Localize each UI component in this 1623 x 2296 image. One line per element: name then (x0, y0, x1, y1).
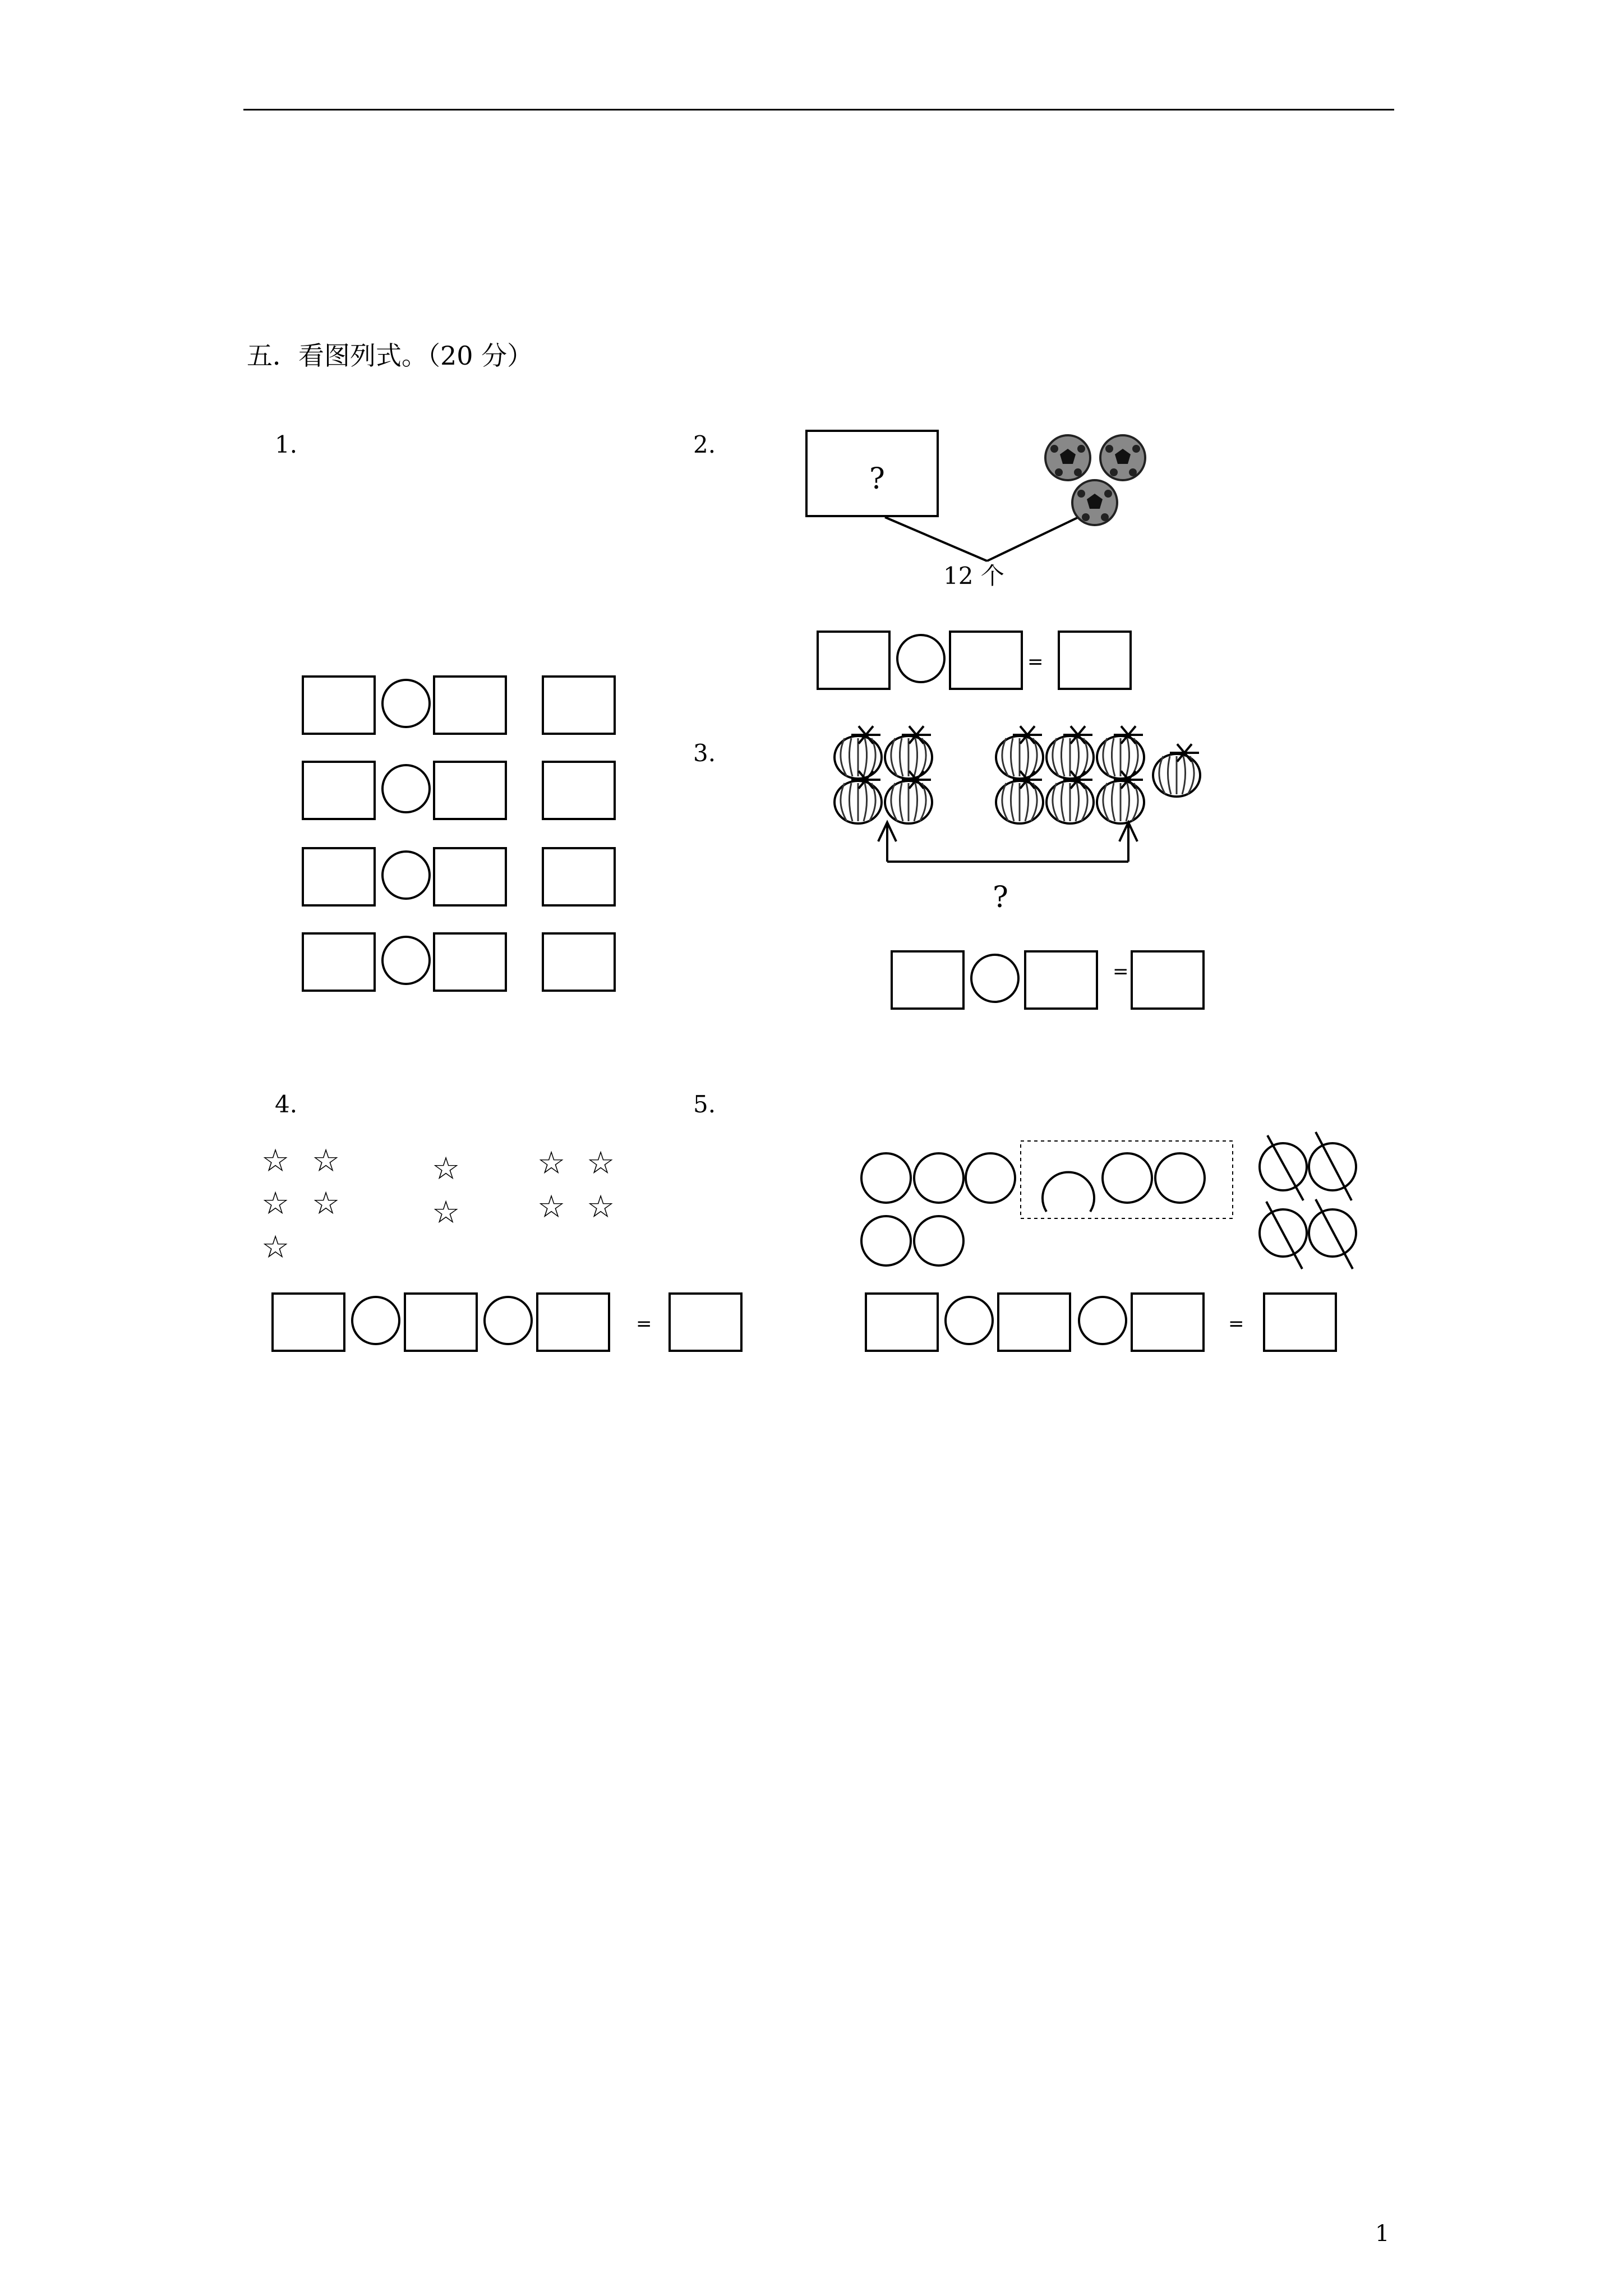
equals-sign: = (636, 1313, 652, 1335)
star-icon: ☆ (432, 1194, 460, 1231)
operator-circle[interactable] (944, 1296, 994, 1345)
circle-icon (914, 1153, 963, 1203)
section-title: 五．看图列式。（20 分） (247, 341, 533, 371)
equals-sign: = (1027, 651, 1044, 673)
problem-1-number: 1. (275, 431, 298, 458)
problem-4-number: 4. (275, 1091, 298, 1118)
circle-icon (914, 1216, 963, 1266)
star-icon: ☆ (261, 1143, 290, 1179)
star-icon: ☆ (537, 1189, 566, 1225)
problem-3-number: 3. (693, 739, 716, 767)
circle-icon (966, 1153, 1015, 1203)
star-icon: ☆ (312, 1185, 340, 1222)
result-box[interactable] (1263, 1292, 1337, 1352)
circle-icon (861, 1153, 911, 1203)
answer-box[interactable] (997, 1292, 1071, 1352)
star-icon: ☆ (587, 1145, 615, 1181)
problem-5-number: 5. (693, 1091, 716, 1118)
equals-sign: = (1228, 1313, 1244, 1335)
star-icon: ☆ (261, 1229, 290, 1266)
answer-box[interactable] (1131, 1292, 1205, 1352)
star-icon: ☆ (432, 1151, 460, 1187)
problem-2-number: 2. (693, 431, 716, 458)
operator-circle[interactable] (1078, 1296, 1127, 1345)
total-label: 12 个 (943, 562, 1004, 590)
star-icon: ☆ (261, 1185, 290, 1222)
crossed-circle-icon (1309, 1143, 1356, 1190)
star-icon: ☆ (537, 1145, 566, 1181)
circle-icon (861, 1216, 911, 1266)
question-mark: ? (993, 881, 1008, 914)
circle-icon (1103, 1153, 1152, 1203)
question-mark: ? (869, 462, 885, 496)
circle-icon (1155, 1153, 1205, 1203)
star-icon: ☆ (587, 1189, 615, 1225)
open-circle-icon (1043, 1172, 1094, 1212)
answer-box[interactable] (865, 1292, 939, 1352)
crossed-circle-icon (1260, 1143, 1307, 1190)
star-icon: ☆ (312, 1143, 340, 1179)
page-number: 1 (1375, 2221, 1390, 2247)
equals-sign: = (1113, 960, 1129, 983)
